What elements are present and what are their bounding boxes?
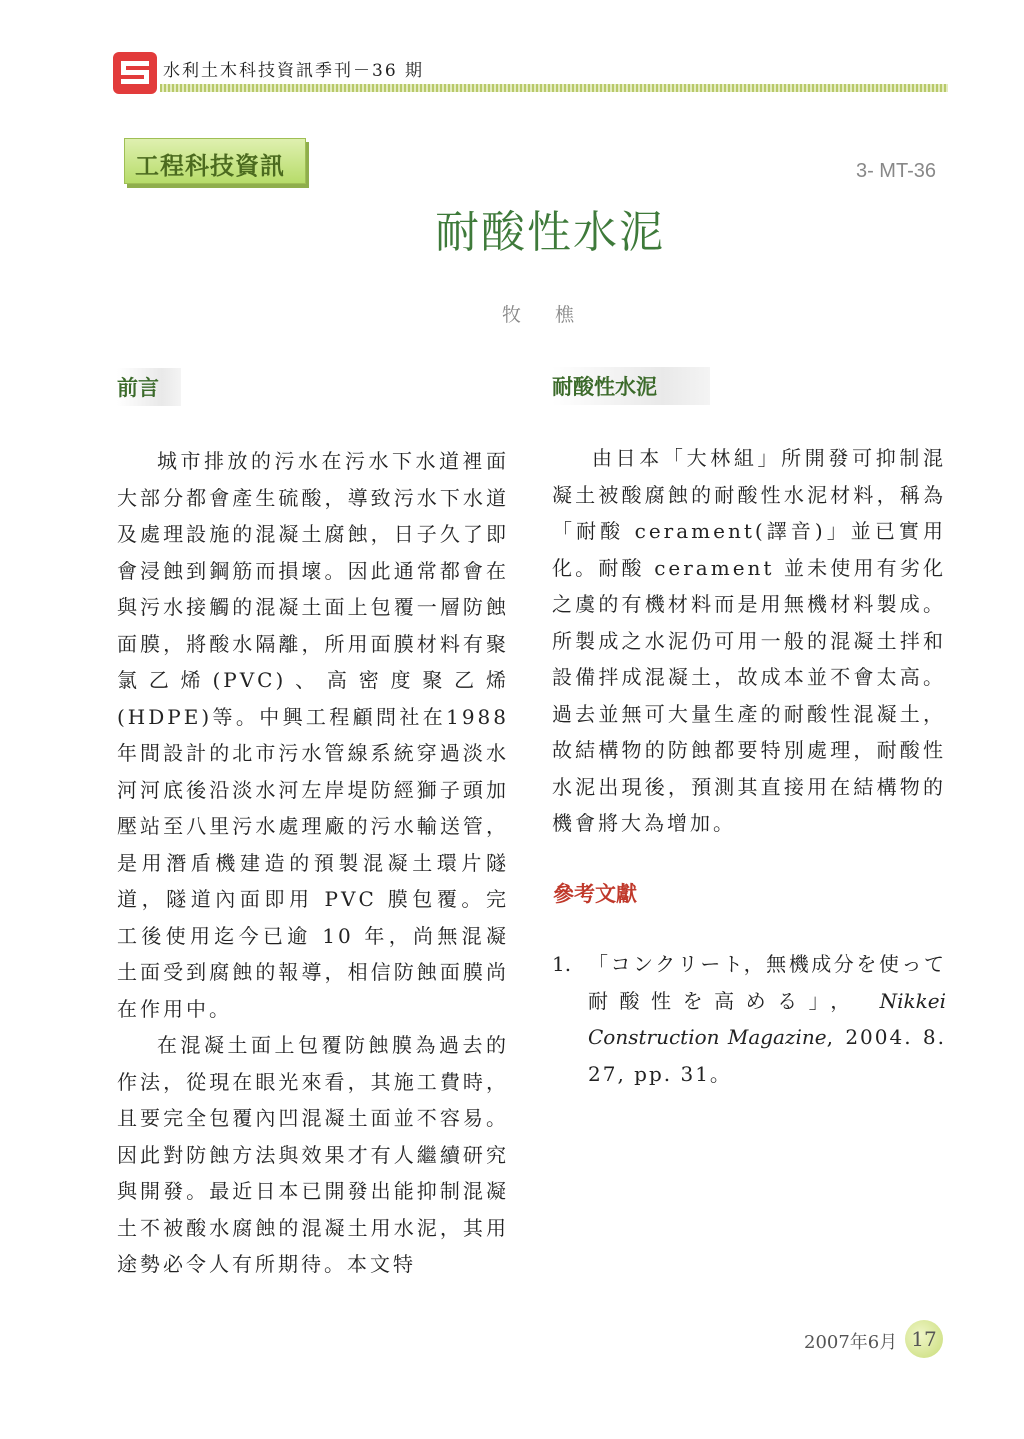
heading-references: 參考文獻 — [553, 882, 637, 906]
right-column — [552, 440, 946, 842]
left-column — [117, 443, 509, 1283]
reference-item — [552, 946, 946, 1092]
section-tag — [124, 138, 306, 184]
article-code: 3- MT-36 — [855, 160, 936, 182]
journal-title: 水利土木科技資訊季刊－36 期 — [163, 61, 425, 81]
page-number: 17 — [905, 1320, 943, 1358]
author: 牧 樵 — [501, 304, 589, 326]
issue-date: 2007年6月 — [804, 1332, 898, 1353]
header-rule — [160, 84, 948, 92]
reference-text — [588, 946, 946, 1092]
section-tag-label: 工程科技資訊 — [135, 152, 285, 180]
reference-journal: Nikkei Construction Magazine — [588, 988, 947, 1049]
heading-acid-resistant-cement: 耐酸性水泥 — [552, 367, 710, 405]
reference-details: , 2004. 8. 27, pp. 31。 — [588, 1025, 946, 1086]
reference-number: 1. — [552, 952, 572, 976]
heading-preface: 前言 — [117, 368, 181, 406]
paragraph: 城市排放的污水在污水下水道裡面大部分都會產生硫酸，導致污水下水道及處理設施的混凝土腐蝕，日子久了即會浸蝕到鋼筋而損壞。因此通常都會在與污水接觸的混凝土面上包覆一層防蝕面膜，將酸水隔離，所用面膜材料有聚氯乙烯(PVC)、高密度聚乙烯(HDPE)等。中興工程顧問社在1988年間設計的北市污水管線系統穿過淡水河河底後沿淡水河左岸堤防經獅子頭加壓站至八里污水處理廠的污水輸送管，是用潛盾機建造的預製混凝土環片隧道，隧道內面即用 PVC 膜包覆。完工後使用迄今已逾 10 年，尚無混凝土面受到腐蝕的報導，相信防蝕面膜尚在作用中。 — [117, 449, 509, 1021]
journal-logo-icon — [113, 52, 157, 94]
article-title: 耐酸性水泥 — [435, 207, 665, 258]
paragraph: 在混凝土面上包覆防蝕膜為過去的作法，從現在眼光來看，其施工費時，且要完全包覆內凹混凝土面並不容易。因此對防蝕方法與效果才有人繼續研究與開發。最近日本已開發出能抑制混凝土不被酸水腐蝕的混凝土用水泥，其用途勢必令人有所期待。本文特 — [117, 1033, 509, 1276]
paragraph: 由日本「大林組」所開發可抑制混凝土被酸腐蝕的耐酸性水泥材料，稱為「耐酸 cerament(譯音)」並已實用化。耐酸 cerament 並未使用有劣化之虞的有機材料而是用無機材料製成。所製成之水泥仍可用一般的混凝土拌和設備拌成混凝土，故成本並不會太高。過去並無可大量生產的耐酸性混凝土，故結構物的防蝕都要特別處理，耐酸性水泥出現後，預測其直接用在結構物的機會將大為增加。 — [552, 446, 946, 835]
reference-title: 「コンクリート，無機成分を使って耐酸性を高める」， — [588, 952, 946, 1013]
